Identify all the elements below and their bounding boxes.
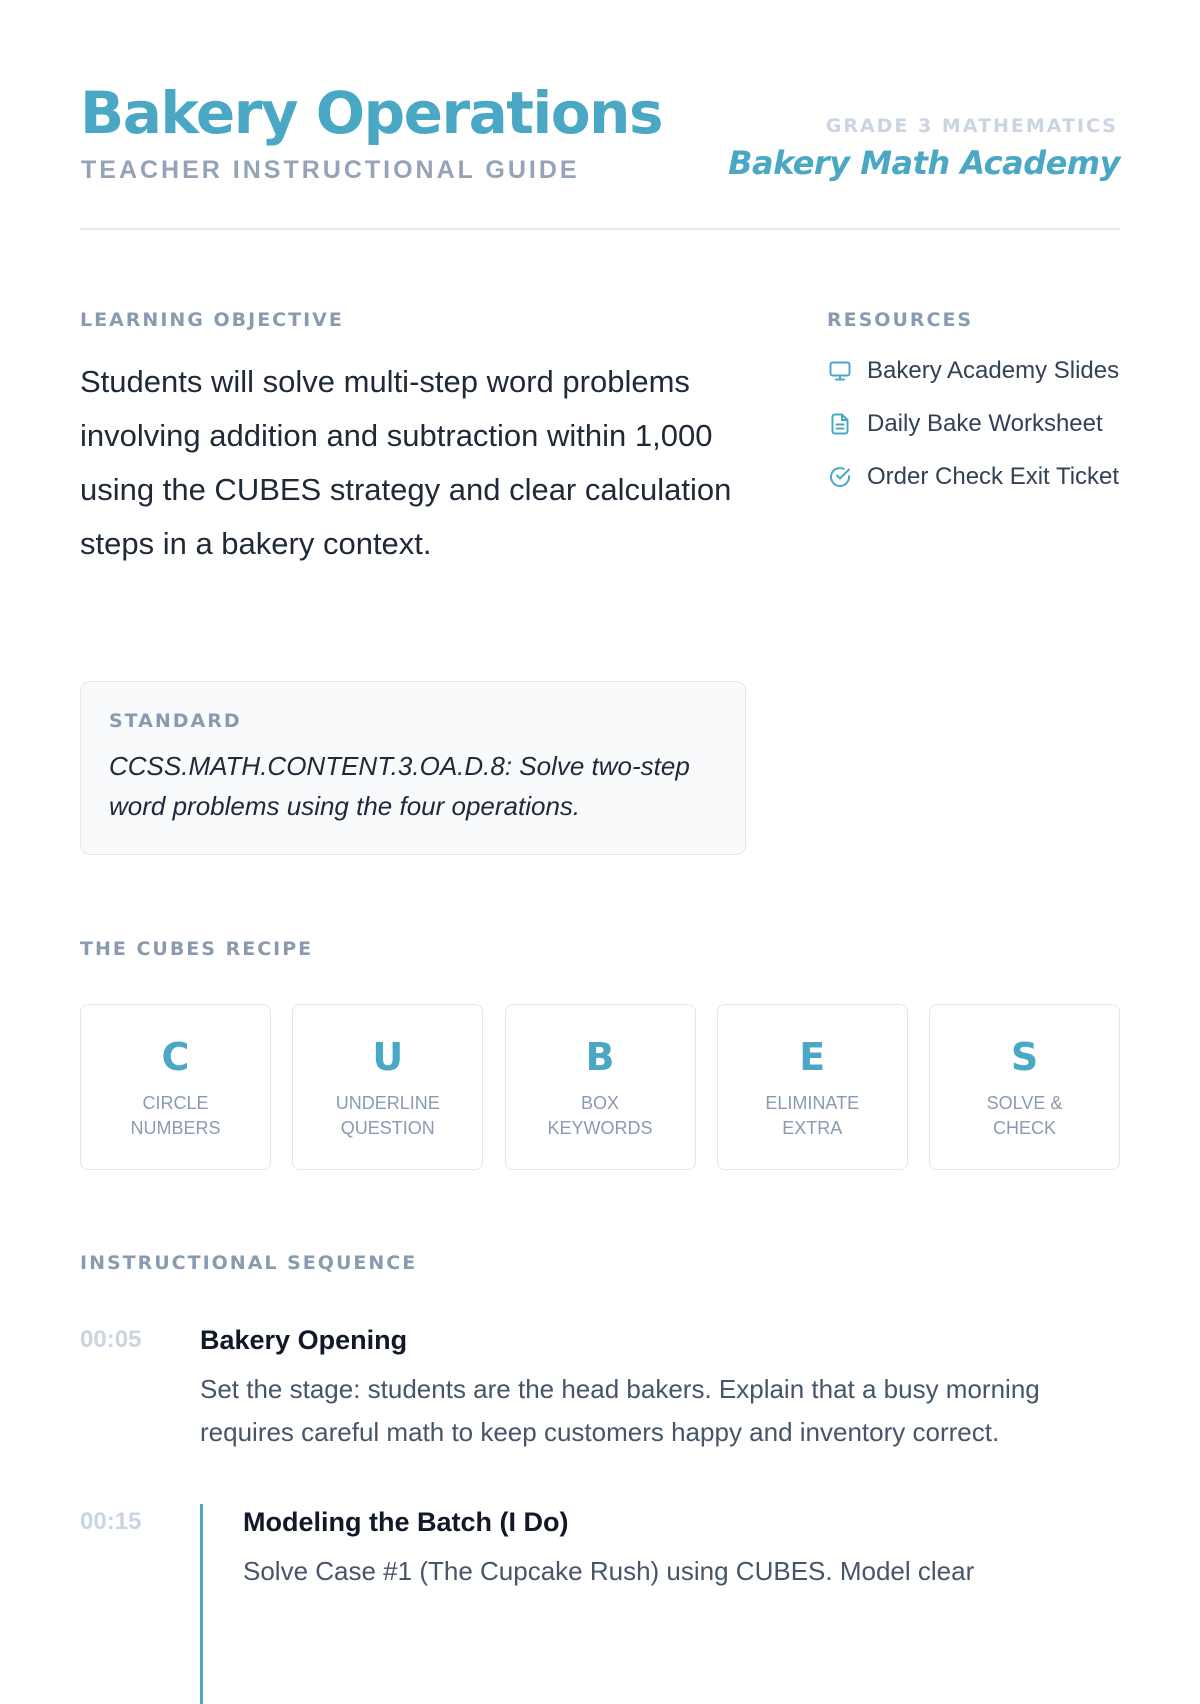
cube-letter: U xyxy=(372,1035,404,1079)
standard-box xyxy=(80,681,746,855)
document-icon xyxy=(827,411,853,437)
standard-label: STANDARD xyxy=(109,710,242,732)
cube-description: UNDERLINE QUESTION xyxy=(335,1093,440,1138)
page-subtitle: TEACHER INSTRUCTIONAL GUIDE xyxy=(81,156,580,184)
resource-label: Order Check Exit Ticket xyxy=(867,463,1120,490)
step-body xyxy=(200,1322,1120,1454)
cube-letter: C xyxy=(161,1035,190,1079)
step-time: 00:05 xyxy=(80,1326,142,1353)
resource-label: Bakery Academy Slides xyxy=(867,357,1120,384)
cube-description: SOLVE & CHECK xyxy=(986,1093,1063,1138)
cubes-label: THE CUBES RECIPE xyxy=(80,938,314,960)
cube-description: CIRCLE NUMBERS xyxy=(130,1093,221,1138)
academy-name: Bakery Math Academy xyxy=(728,144,1120,182)
objective-label: LEARNING OBJECTIVE xyxy=(80,309,344,331)
cube-letter: E xyxy=(799,1035,826,1079)
header xyxy=(80,72,1120,230)
grade-label: GRADE 3 MATHEMATICS xyxy=(825,115,1118,137)
cube-card-b xyxy=(505,1004,696,1170)
step-body-active xyxy=(200,1504,1120,1704)
cube-letter: B xyxy=(585,1035,615,1079)
step-title: Bakery Opening xyxy=(200,1325,408,1355)
page-title: Bakery Operations xyxy=(80,79,662,147)
objective-text: Students will solve multi-step word problems involving addition and subtraction within 1,000 using the CUBES strategy and clear calculation steps in a bakery context. xyxy=(80,364,732,561)
step-title: Modeling the Batch (I Do) xyxy=(243,1507,569,1537)
resource-exit-ticket[interactable] xyxy=(827,460,1120,493)
resource-label: Daily Bake Worksheet xyxy=(867,410,1103,437)
cube-description: ELIMINATE EXTRA xyxy=(765,1093,860,1138)
step-description: Set the stage: students are the head bakers. Explain that a busy morning requires careful math to keep customers happy and inventory correct. xyxy=(200,1374,1040,1447)
cube-card-e xyxy=(717,1004,908,1170)
cube-card-s xyxy=(929,1004,1120,1170)
cube-letter: S xyxy=(1010,1035,1039,1079)
resources-label: RESOURCES xyxy=(827,309,974,331)
resources-list xyxy=(827,354,1120,513)
resource-slides[interactable] xyxy=(827,354,1120,387)
standard-text: CCSS.MATH.CONTENT.3.OA.D.8: Solve two-step word problems using the four operations. xyxy=(109,751,690,821)
presentation-icon xyxy=(827,358,853,384)
cube-description: BOX KEYWORDS xyxy=(547,1093,653,1138)
step-time: 00:15 xyxy=(80,1508,142,1535)
cube-card-u xyxy=(292,1004,483,1170)
step-description: Solve Case #1 (The Cupcake Rush) using CUBES. Model clear xyxy=(243,1556,975,1586)
cubes-row xyxy=(80,1004,1120,1170)
cube-card-c xyxy=(80,1004,271,1170)
sequence-label: INSTRUCTIONAL SEQUENCE xyxy=(80,1252,418,1274)
check-circle-icon xyxy=(827,464,853,490)
resource-worksheet[interactable] xyxy=(827,407,1120,440)
